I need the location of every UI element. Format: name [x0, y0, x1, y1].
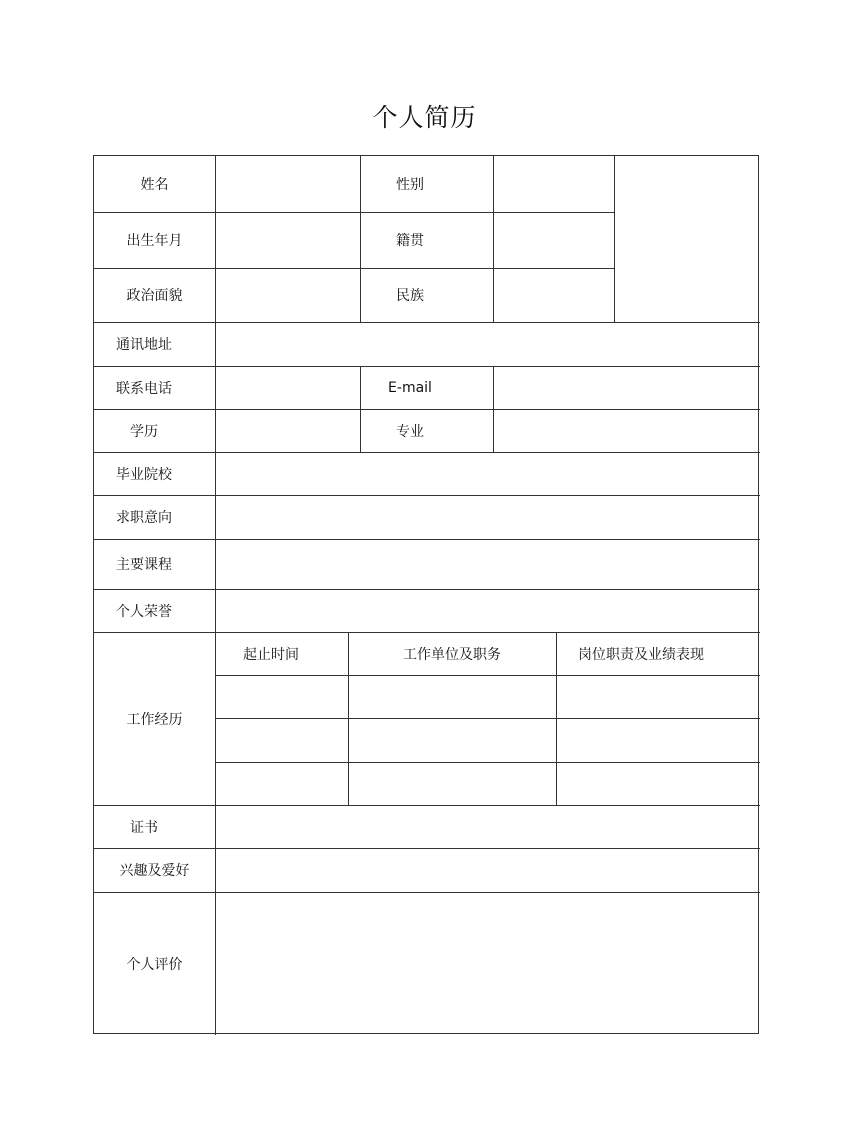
birth-field[interactable] — [215, 212, 360, 268]
work-row-2-employer[interactable] — [348, 718, 556, 762]
label-address: 通讯地址 — [116, 337, 172, 353]
native-place-field[interactable] — [493, 212, 614, 268]
label-birth: 出生年月 — [126, 233, 183, 249]
work-row-2-period[interactable] — [215, 718, 348, 762]
phone-field[interactable] — [215, 366, 360, 409]
certificates-field[interactable] — [215, 805, 760, 848]
self-evaluation-field[interactable] — [215, 892, 760, 1035]
label-political-status: 政治面貌 — [126, 288, 183, 304]
work-row-1-duties[interactable] — [556, 675, 760, 718]
work-header-period: 起止时间 — [243, 646, 299, 663]
label-job-intention: 求职意向 — [116, 510, 172, 526]
hobbies-field[interactable] — [215, 848, 760, 892]
work-row-3-duties[interactable] — [556, 762, 760, 805]
work-header-employer-position: 工作单位及职务 — [403, 646, 501, 663]
ethnicity-field[interactable] — [493, 268, 614, 322]
work-row-2-duties[interactable] — [556, 718, 760, 762]
label-education: 学历 — [130, 423, 158, 440]
label-self-evaluation: 个人评价 — [126, 956, 183, 973]
email-field[interactable] — [493, 366, 760, 409]
honors-field[interactable] — [215, 589, 760, 632]
label-hobbies: 兴趣及爱好 — [119, 863, 190, 879]
work-row-3-employer[interactable] — [348, 762, 556, 805]
work-row-1-period[interactable] — [215, 675, 348, 718]
major-field[interactable] — [493, 409, 760, 452]
label-courses: 主要课程 — [116, 557, 172, 573]
work-header-duties-performance: 岗位职责及业绩表现 — [578, 646, 704, 663]
name-field[interactable] — [215, 156, 360, 212]
political-status-field[interactable] — [215, 268, 360, 322]
education-field[interactable] — [215, 409, 360, 452]
page-title: 个人简历 — [372, 103, 477, 132]
resume-form-table — [93, 155, 759, 1034]
work-row-3-period[interactable] — [215, 762, 348, 805]
school-field[interactable] — [215, 452, 760, 495]
label-ethnicity: 民族 — [396, 288, 424, 304]
gender-field[interactable] — [493, 156, 614, 212]
work-row-1-employer[interactable] — [348, 675, 556, 718]
label-school: 毕业院校 — [116, 466, 172, 483]
label-phone: 联系电话 — [116, 380, 172, 397]
label-native-place: 籍贯 — [396, 233, 424, 249]
address-field[interactable] — [215, 322, 760, 366]
photo-area[interactable] — [614, 156, 760, 322]
job-intention-field[interactable] — [215, 495, 760, 539]
label-name: 姓名 — [140, 177, 169, 193]
label-honors: 个人荣誉 — [116, 603, 172, 620]
label-certificates: 证书 — [130, 819, 158, 836]
label-gender: 性别 — [396, 177, 424, 193]
courses-field[interactable] — [215, 539, 760, 589]
label-work-experience: 工作经历 — [126, 711, 183, 728]
label-email: E-mail — [388, 379, 432, 396]
label-major: 专业 — [396, 423, 424, 440]
